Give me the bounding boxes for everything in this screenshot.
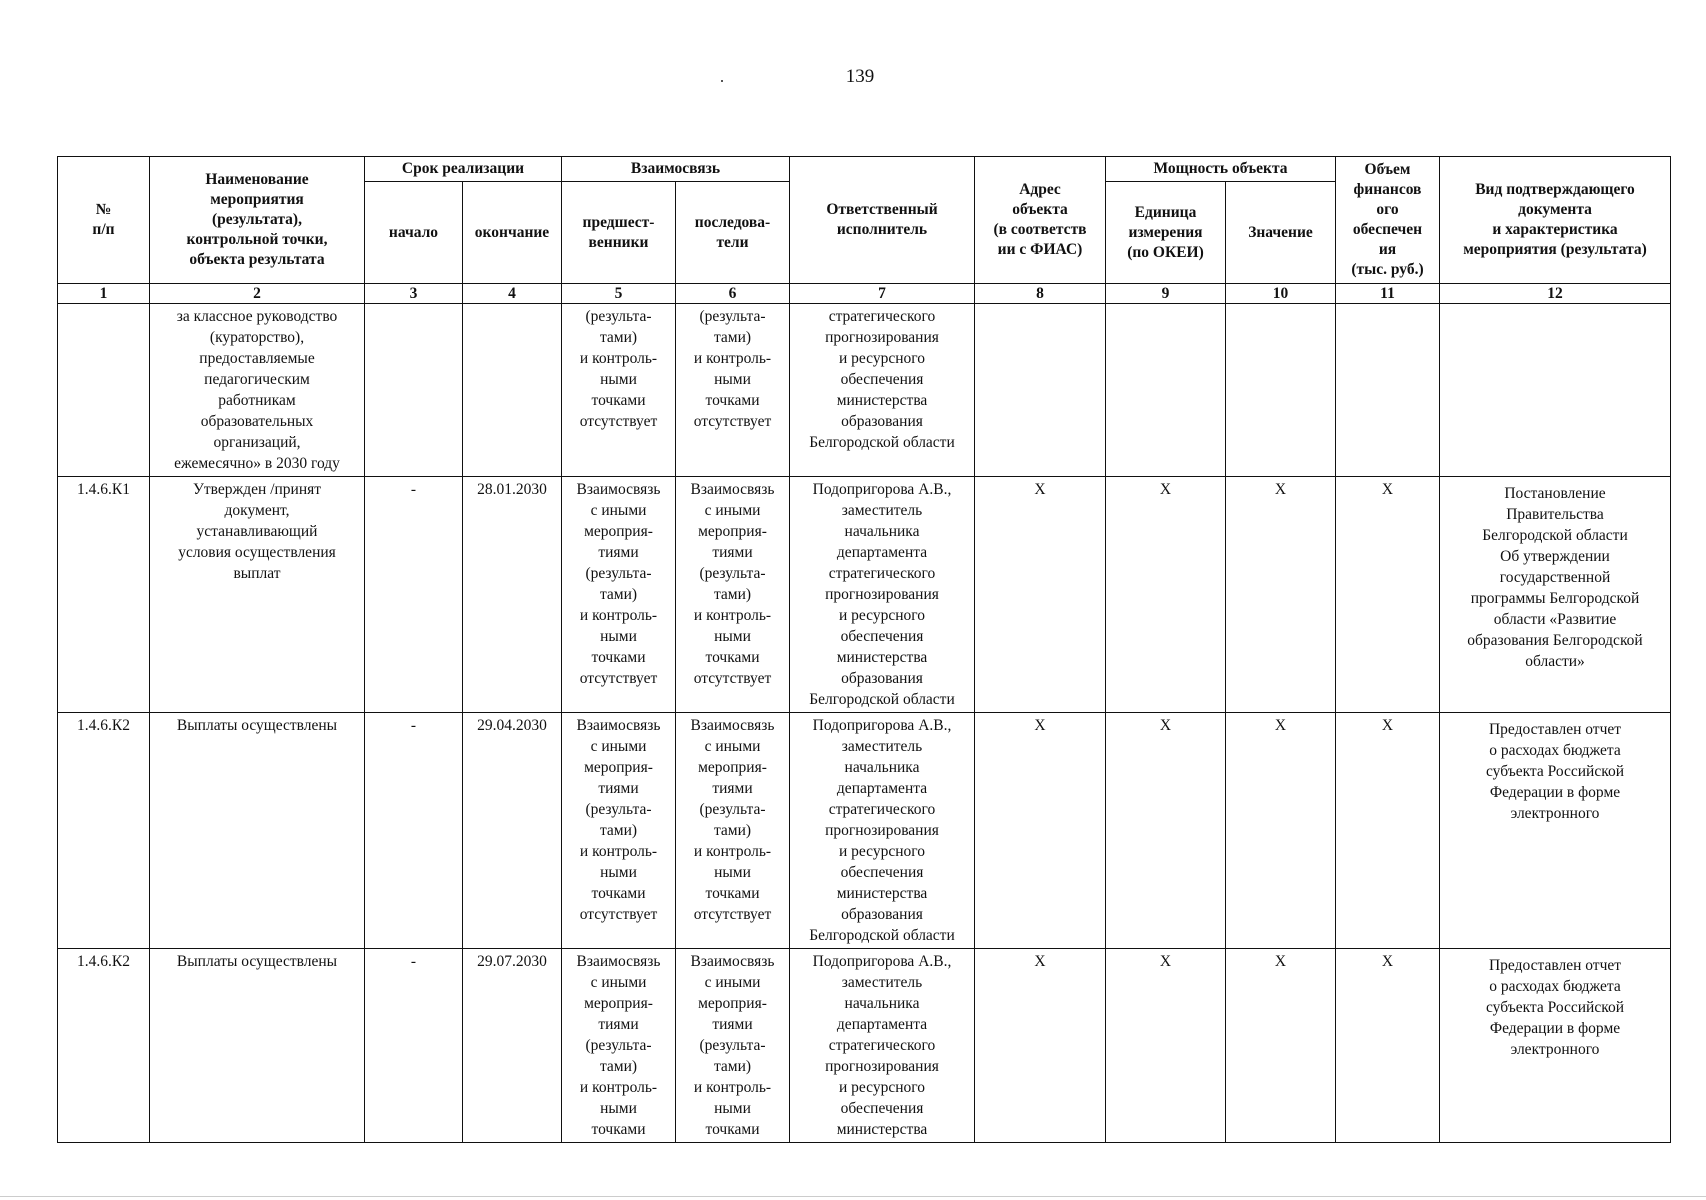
cell-prev: Взаимосвязь с иными мероприя- тиями (результа- тами) и контроль- ными точками	[562, 949, 676, 1143]
cell-next: Взаимосвязь с иными мероприя- тиями (результа- тами) и контроль- ными точками отсутствует	[676, 713, 790, 949]
page-number: 139	[845, 66, 875, 87]
cell-name: Выплаты осуществлены	[150, 949, 365, 1143]
cell-next: Взаимосвязь с иными мероприя- тиями (результа- тами) и контроль- ными точками	[676, 949, 790, 1143]
cell-prev: Взаимосвязь с иными мероприя- тиями (результа- тами) и контроль- ными точками отсутствует	[562, 713, 676, 949]
cell-prev: Взаимосвязь с иными мероприя- тиями (результа- тами) и контроль- ными точками отсутствует	[562, 477, 676, 713]
header-unit: Единица измерения (по ОКЕИ)	[1106, 182, 1226, 284]
colnum: 2	[150, 284, 365, 304]
header-document: Вид подтверждающего документа и характеристика мероприятия (результата)	[1440, 157, 1671, 284]
cell-name: Выплаты осуществлены	[150, 713, 365, 949]
cell-address	[975, 304, 1106, 477]
cell-unit: Х	[1106, 713, 1226, 949]
cell-unit: Х	[1106, 949, 1226, 1143]
cell-next: Взаимосвязь с иными мероприя- тиями (результа- тами) и контроль- ными точками отсутствует	[676, 477, 790, 713]
colnum: 10	[1226, 284, 1336, 304]
cell-end	[463, 304, 562, 477]
header-responsible: Ответственный исполнитель	[790, 157, 975, 284]
header-finance: Объем финансов ого обеспечен ия (тыс. руб.)	[1336, 157, 1440, 284]
colnum: 6	[676, 284, 790, 304]
header-name: Наименование мероприятия (результата), контрольной точки, объекта результата	[150, 157, 365, 284]
table-row	[58, 713, 1671, 949]
cell-num: 1.4.6.К1	[58, 477, 150, 713]
cell-document	[1440, 304, 1671, 477]
cell-responsible: Подопригорова А.В., заместитель начальника департамента стратегического прогнозирования и ресурсного обеспечения министерства	[790, 949, 975, 1143]
cell-value	[1226, 304, 1336, 477]
colnum: 12	[1440, 284, 1671, 304]
cell-finance: Х	[1336, 949, 1440, 1143]
cell-start: -	[365, 713, 463, 949]
header-start: начало	[365, 182, 463, 284]
colnum: 1	[58, 284, 150, 304]
table-row	[58, 304, 1671, 477]
cell-document: Предоставлен отчет о расходах бюджета субъекта Российской Федерации в форме электронного	[1440, 713, 1671, 949]
cell-unit: Х	[1106, 477, 1226, 713]
cell-address: Х	[975, 713, 1106, 949]
colnum: 9	[1106, 284, 1226, 304]
header-num: № п/п	[58, 157, 150, 284]
header-address: Адрес объекта (в соответств ии с ФИАС)	[975, 157, 1106, 284]
header-row-1	[58, 157, 1671, 182]
header-next: последова- тели	[676, 182, 790, 284]
table-row	[58, 949, 1671, 1143]
cell-value: Х	[1226, 949, 1336, 1143]
cell-finance: Х	[1336, 477, 1440, 713]
cell-responsible: стратегического прогнозирования и ресурсного обеспечения министерства образования Белгородской области	[790, 304, 975, 477]
colnum: 8	[975, 284, 1106, 304]
cell-end: 29.07.2030	[463, 949, 562, 1143]
cell-end: 29.04.2030	[463, 713, 562, 949]
cell-prev: (результа- тами) и контроль- ными точками отсутствует	[562, 304, 676, 477]
colnum: 7	[790, 284, 975, 304]
cell-start	[365, 304, 463, 477]
cell-finance: Х	[1336, 713, 1440, 949]
colnum: 5	[562, 284, 676, 304]
header-group-power: Мощность объекта	[1106, 157, 1336, 182]
header-end: окончание	[463, 182, 562, 284]
header-group-term: Срок реализации	[365, 157, 562, 182]
table-row	[58, 477, 1671, 713]
cell-document: Предоставлен отчет о расходах бюджета субъекта Российской Федерации в форме электронного	[1440, 949, 1671, 1143]
cell-name: за классное руководство (кураторство), предоставляемые педагогическим работникам образовательных организаций, ежемесячно» в 2030 году	[150, 304, 365, 477]
scan-dot	[721, 80, 723, 82]
cell-unit	[1106, 304, 1226, 477]
colnum: 11	[1336, 284, 1440, 304]
cell-finance	[1336, 304, 1440, 477]
activities-table	[57, 156, 1671, 1143]
header-group-link: Взаимосвязь	[562, 157, 790, 182]
colnum: 4	[463, 284, 562, 304]
cell-num: 1.4.6.К2	[58, 713, 150, 949]
cell-next: (результа- тами) и контроль- ными точками отсутствует	[676, 304, 790, 477]
cell-start: -	[365, 949, 463, 1143]
cell-responsible: Подопригорова А.В., заместитель начальника департамента стратегического прогнозирования и ресурсного обеспечения министерства образования Белгородской области	[790, 713, 975, 949]
cell-num: 1.4.6.К2	[58, 949, 150, 1143]
cell-document: Постановление Правительства Белгородской области Об утверждении государственной программы Белгородской области «Развитие образования Белгородской области»	[1440, 477, 1671, 713]
cell-responsible: Подопригорова А.В., заместитель начальника департамента стратегического прогнозирования и ресурсного обеспечения министерства образования Белгородской области	[790, 477, 975, 713]
cell-name: Утвержден /принят документ, устанавливающий условия осуществления выплат	[150, 477, 365, 713]
cell-start: -	[365, 477, 463, 713]
cell-value: Х	[1226, 477, 1336, 713]
header-value: Значение	[1226, 182, 1336, 284]
cell-num	[58, 304, 150, 477]
column-numbers-row	[58, 284, 1671, 304]
cell-address: Х	[975, 477, 1106, 713]
cell-end: 28.01.2030	[463, 477, 562, 713]
colnum: 3	[365, 284, 463, 304]
header-prev: предшест- венники	[562, 182, 676, 284]
cell-value: Х	[1226, 713, 1336, 949]
cell-address: Х	[975, 949, 1106, 1143]
scan-edge-line	[0, 1196, 1706, 1197]
